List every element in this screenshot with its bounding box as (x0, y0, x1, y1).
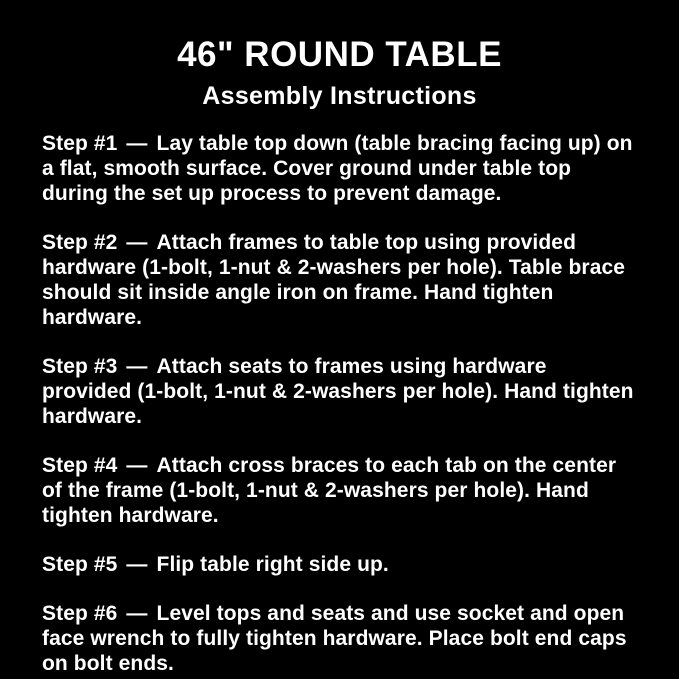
step-6-label: Step #6 (42, 601, 118, 625)
step-5-text: Flip table right side up. (156, 552, 389, 576)
step-4-text: Attach cross braces to each tab on the center of the frame (1-bolt, 1-nut & 2-washers per hole). Hand tighten hardware. (42, 453, 617, 527)
step-5-label: Step #5 (42, 552, 118, 576)
step-1-text: Lay table top down (table bracing facing up) on a flat, smooth surface. Cover ground under table top during the set up process to prevent damage. (42, 131, 633, 205)
step-6-text: Level tops and seats and use socket and open face wrench to fully tighten hardware. Place bolt end caps on bolt ends. (42, 601, 627, 675)
step-5-separator: — (126, 552, 148, 576)
step-2 (42, 230, 637, 330)
step-1-separator: — (126, 131, 148, 155)
step-3-separator: — (126, 354, 148, 378)
step-2-text: Attach frames to table top using provided hardware (1-bolt, 1-nut & 2-washers per hole). Table brace should sit inside angle iron on frame. Hand tighten hardware. (42, 230, 626, 329)
step-6 (42, 601, 637, 676)
page-title: 46" ROUND TABLE (177, 35, 502, 74)
step-2-separator: — (126, 230, 148, 254)
step-4-separator: — (126, 453, 148, 477)
card-header (0, 0, 679, 111)
step-4 (42, 453, 637, 528)
page-subtitle: Assembly Instructions (202, 81, 477, 110)
step-3 (42, 354, 637, 429)
step-1 (42, 131, 637, 206)
step-1-label: Step #1 (42, 131, 118, 155)
step-3-text: Attach seats to frames using hardware provided (1-bolt, 1-nut & 2-washers per hole). Hand tighten hardware. (42, 354, 634, 428)
step-3-label: Step #3 (42, 354, 118, 378)
step-4-label: Step #4 (42, 453, 118, 477)
step-5 (42, 552, 637, 577)
step-2-label: Step #2 (42, 230, 118, 254)
steps-list (0, 111, 679, 676)
step-6-separator: — (126, 601, 148, 625)
